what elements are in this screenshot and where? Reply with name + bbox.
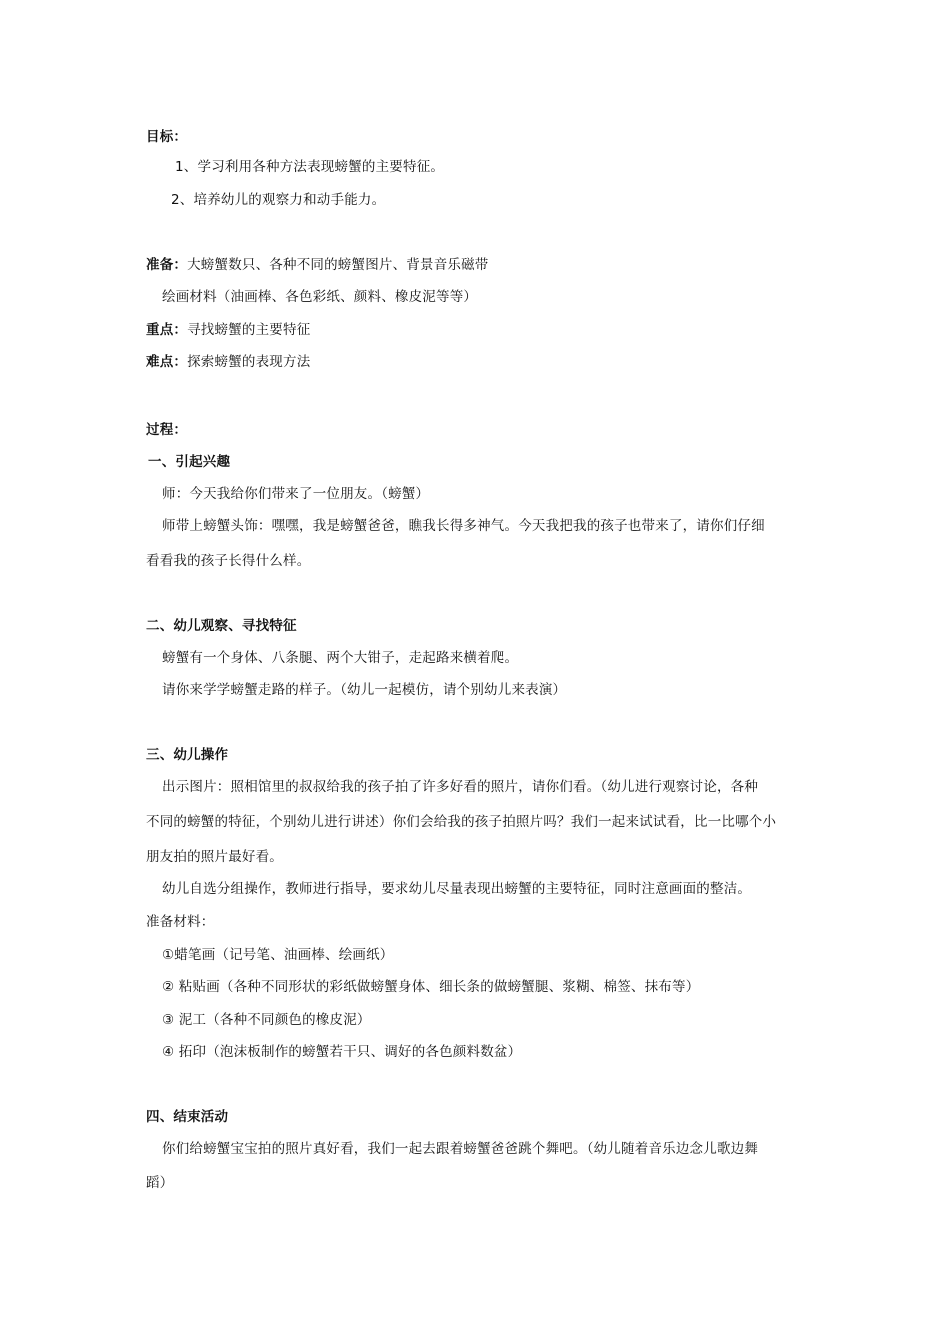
goal-item-1: 1、学习利用各种方法表现螃蟹的主要特征。	[175, 159, 445, 175]
section-3-title: 三、幼儿操作	[146, 747, 229, 763]
section-2-line-2: 请你来学学螃蟹走路的样子。（幼儿一起模仿，请个别幼儿来表演）	[162, 682, 567, 698]
goals-heading: 目标：	[146, 129, 188, 145]
section-1-line-3: 看看我的孩子长得什么样。	[146, 553, 311, 569]
section-3-line-1: 出示图片：照相馆里的叔叔给我的孩子拍了许多好看的照片，请你们看。（幼儿进行观察讨论，各种	[162, 779, 759, 795]
section-2-title: 二、幼儿观察、寻找特征	[146, 618, 297, 634]
section-3-line-2: 不同的螃蟹的特征，个别幼儿进行讲述）你们会给我的孩子拍照片吗？我们一起来试试看，比一比哪个小	[146, 814, 777, 830]
process-heading: 过程：	[146, 422, 188, 438]
difficulty-text: 探索螃蟹的表现方法	[187, 354, 311, 370]
prep-line	[146, 255, 816, 275]
difficulty-line	[146, 352, 816, 372]
material-item-2: ② 粘贴画（各种不同形状的彩纸做螃蟹身体、细长条的做螃蟹腿、浆糊、棉签、抹布等）	[162, 979, 700, 995]
materials-label: 准备材料：	[146, 914, 215, 930]
section-1-line-2: 师带上螃蟹头饰：嘿嘿，我是螃蟹爸爸，瞧我长得多神气。今天我把我的孩子也带来了，请你们仔细	[162, 518, 765, 534]
section-4-line-2: 蹈）	[146, 1175, 174, 1191]
section-3-line-3: 朋友拍的照片最好看。	[146, 849, 283, 865]
section-1-line-1: 师：今天我给你们带来了一位朋友。（螃蟹）	[162, 486, 430, 502]
focus-label: 重点：	[146, 322, 188, 338]
section-2-line-1: 螃蟹有一个身体、八条腿、两个大钳子，走起路来横着爬。	[162, 650, 519, 666]
difficulty-label: 难点：	[146, 354, 188, 370]
prep-label: 准备：	[146, 257, 188, 273]
material-item-1: ①蜡笔画（记号笔、油画棒、绘画纸）	[162, 947, 394, 963]
material-item-3: ③ 泥工（各种不同颜色的橡皮泥）	[162, 1012, 371, 1028]
focus-text: 寻找螃蟹的主要特征	[187, 322, 311, 338]
prep-text: 大螃蟹数只、各种不同的螃蟹图片、背景音乐磁带	[187, 257, 489, 273]
prep-line-2: 绘画材料（油画棒、各色彩纸、颜料、橡皮泥等等）	[162, 289, 478, 305]
section-4-line-1: 你们给螃蟹宝宝拍的照片真好看，我们一起去跟着螃蟹爸爸跳个舞吧。（幼儿随着音乐边念儿歌边舞	[162, 1141, 759, 1157]
section-4-title: 四、结束活动	[146, 1109, 229, 1125]
section-1-title: 一、引起兴趣	[148, 454, 231, 470]
section-3-line-4: 幼儿自选分组操作，教师进行指导，要求幼儿尽量表现出螃蟹的主要特征，同时注意画面的整洁。	[162, 881, 752, 897]
goal-item-2: 2、培养幼儿的观察力和动手能力。	[171, 192, 386, 208]
material-item-4: ④ 拓印（泡沫板制作的螃蟹若干只、调好的各色颜料数盆）	[162, 1044, 522, 1060]
focus-line	[146, 320, 816, 340]
